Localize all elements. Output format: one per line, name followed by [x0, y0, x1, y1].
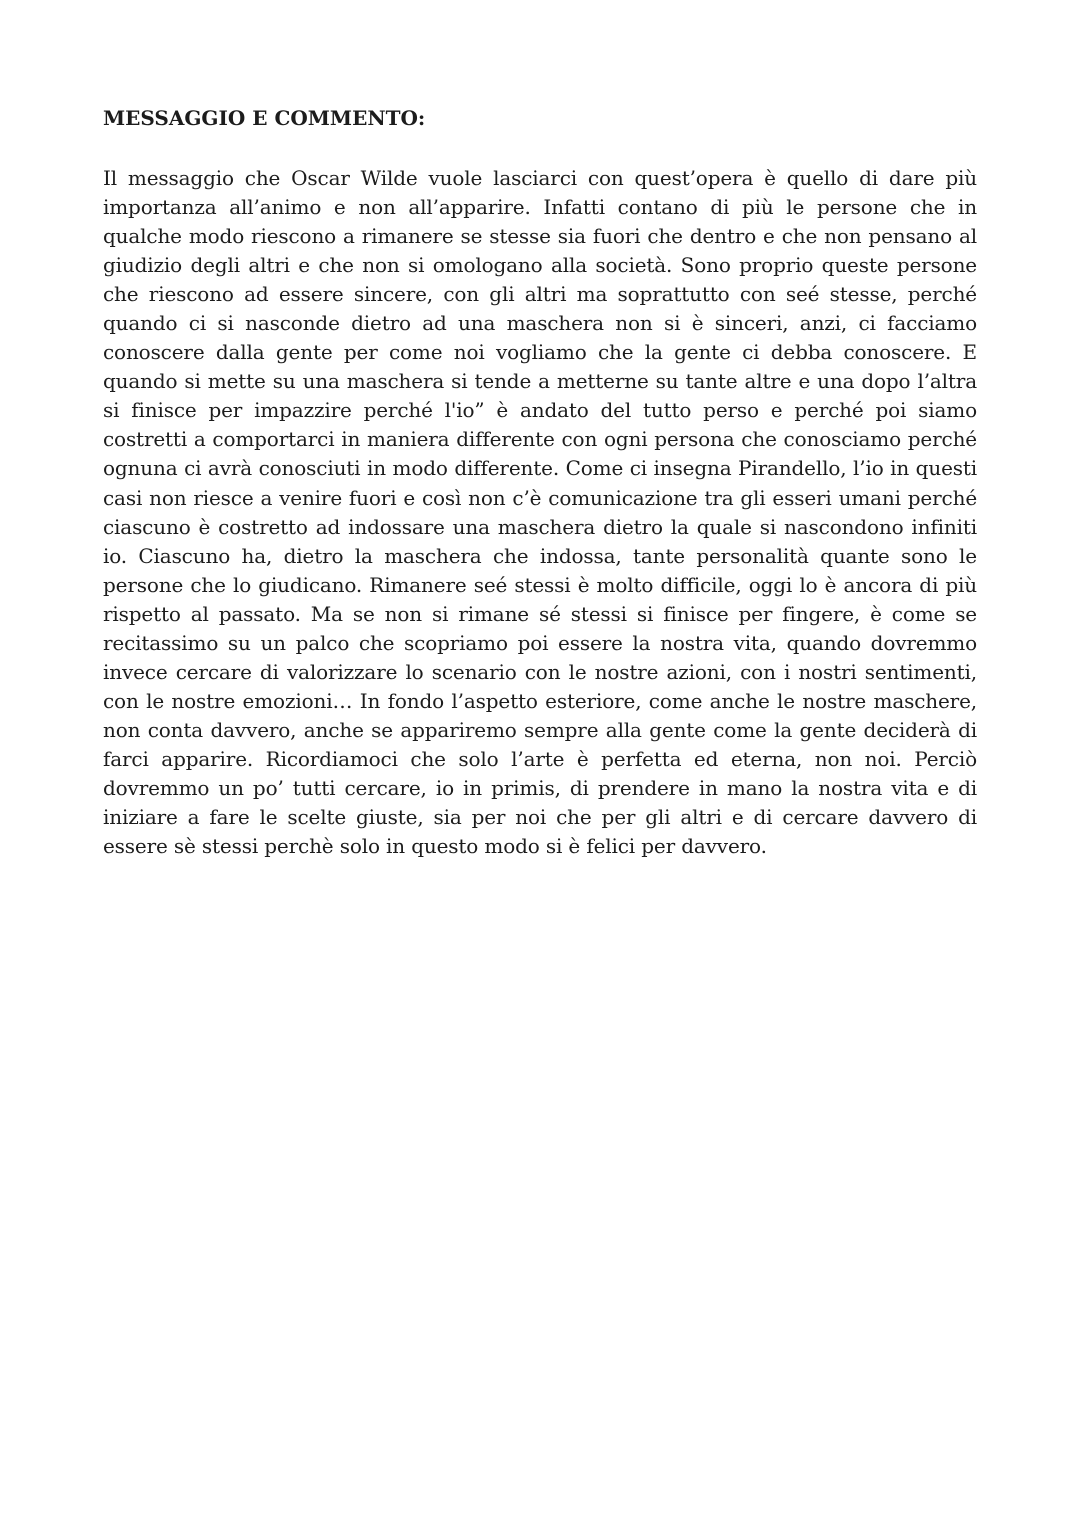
section-heading: MESSAGGIO E COMMENTO:: [103, 106, 426, 130]
document-content: [103, 104, 977, 861]
body-paragraph: Il messaggio che Oscar Wilde vuole lasciarci con quest’opera è quello di dare più importanza all’animo e non all’apparire. Infatti contano di più le persone che in qualche modo riescono a rimanere se stesse sia fuori che dentro e che non pensano al giudizio degli altri e che non si omologano alla società. Sono proprio queste persone che riescono ad essere sincere, con gli altri ma soprattutto con seé stesse, perché quando ci si nasconde dietro ad una maschera non si è sinceri, anzi, ci facciamo conoscere dalla gente per come noi vogliamo che la gente ci debba conoscere. E quando si mette su una maschera si tende a metterne su tante altre e una dopo l’altra si finisce per impazzire perché l'io” è andato del tutto perso e perché poi siamo costretti a comportarci in maniera differente con ogni persona che conosciamo perché ognuna ci avrà conosciuti in modo differente. Come ci insegna Pirandello, l’io in questi casi non riesce a venire fuori e così non c’è comunicazione tra gli esseri umani perché ciascuno è costretto ad indossare una maschera dietro la quale si nascondono infiniti io. Ciascuno ha, dietro la maschera che indossa, tante personalità quante sono le persone che lo giudicano. Rimanere seé stessi è molto difficile, oggi lo è ancora di più rispetto al passato. Ma se non si rimane sé stessi si finisce per fingere, è come se recitassimo su un palco che scopriamo poi essere la nostra vita, quando dovremmo invece cercare di valorizzare lo scenario con le nostre azioni, con i nostri sentimenti, con le nostre emozioni… In fondo l’aspetto esteriore, come anche le nostre maschere, non conta davvero, anche se appariremo sempre alla gente come la gente deciderà di farci apparire. Ricordiamoci che solo l’arte è perfetta ed eterna, non noi. Perciò dovremmo un po’ tutti cercare, io in primis, di prendere in mano la nostra vita e di iniziare a fare le scelte giuste, sia per noi che per gli altri e di cercare davvero di essere sè stessi perchè solo in questo modo si è felici per davvero.: [103, 166, 977, 859]
